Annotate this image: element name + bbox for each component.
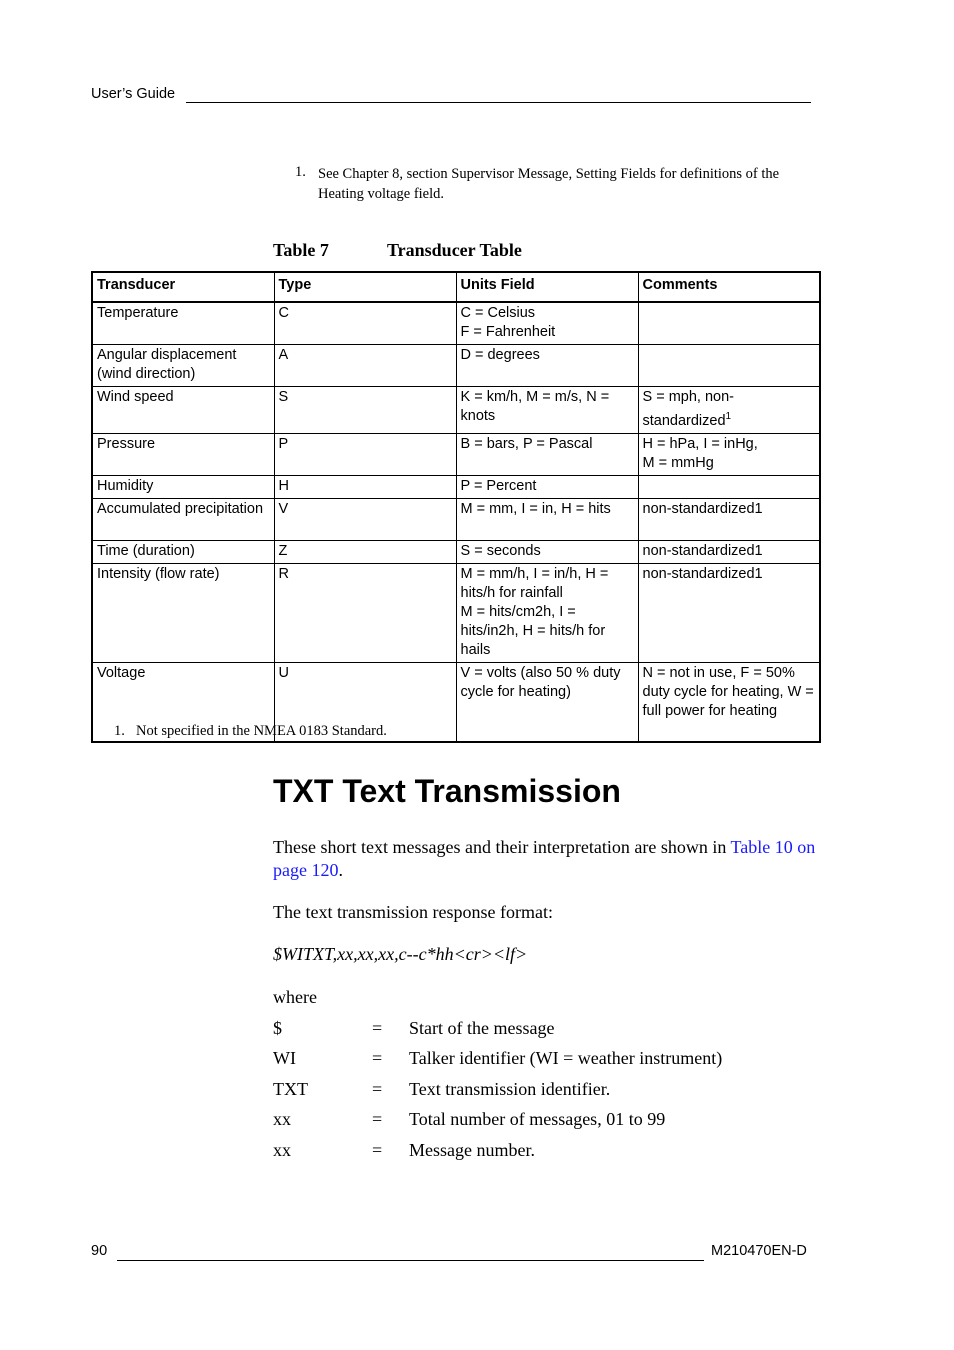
definition-equals: = bbox=[372, 1048, 383, 1068]
intro-end: . bbox=[338, 860, 343, 880]
table-cell: M = mm/h, I = in/h, H = hits/h for rainfall M = hits/cm2h, I = hits/in2h, H = hits/h for hails bbox=[456, 563, 638, 662]
table-cell: K = km/h, M = m/s, N = knots bbox=[456, 387, 638, 434]
table-header-cell: Type bbox=[274, 272, 456, 302]
table-header-cell: Units Field bbox=[456, 272, 638, 302]
table-cell: U bbox=[274, 662, 456, 742]
intro-text: These short text messages and their interpretation are shown in bbox=[273, 837, 731, 857]
table-footnote-text: Not specified in the NMEA 0183 Standard. bbox=[136, 723, 387, 739]
table-cell: S bbox=[274, 387, 456, 434]
table-cell: non-standardized1 bbox=[638, 563, 820, 662]
definition-term: xx bbox=[273, 1140, 291, 1160]
table-row bbox=[92, 498, 820, 540]
table-cell bbox=[638, 345, 820, 387]
table-cell: C bbox=[274, 302, 456, 345]
definition-term: xx bbox=[273, 1109, 291, 1129]
document-code: M210470EN-D bbox=[711, 1243, 807, 1259]
footer-rule bbox=[117, 1260, 704, 1261]
footnote-number: 1. bbox=[295, 164, 306, 180]
where-label: where bbox=[273, 987, 317, 1007]
table-cell: Angular displacement (wind direction) bbox=[92, 345, 274, 387]
table-cell: V bbox=[274, 498, 456, 540]
definition-equals: = bbox=[372, 1018, 383, 1038]
comment-text: S = mph, non-standardized bbox=[642, 389, 734, 429]
table-cell bbox=[638, 387, 820, 434]
table-cell bbox=[638, 475, 820, 498]
definition-term: TXT bbox=[273, 1079, 308, 1099]
table-cell: P bbox=[274, 433, 456, 475]
table-row bbox=[92, 345, 820, 387]
table-cell: S = seconds bbox=[456, 540, 638, 563]
definition-equals: = bbox=[372, 1140, 383, 1160]
table-header-cell: Transducer bbox=[92, 272, 274, 302]
page-number: 90 bbox=[91, 1243, 108, 1259]
definition-description: Total number of messages, 01 to 99 bbox=[409, 1109, 666, 1129]
header-rule bbox=[186, 102, 811, 103]
table-row bbox=[92, 475, 820, 498]
footnote-text: See Chapter 8, section Supervisor Message, Setting Fields for definitions of the Heating voltage field. bbox=[318, 166, 780, 202]
table-cell: Pressure bbox=[92, 433, 274, 475]
running-header: User’s Guide bbox=[91, 86, 176, 102]
table-cell: R bbox=[274, 563, 456, 662]
table-caption-title: Transducer Table bbox=[387, 240, 522, 260]
section-heading: TXT Text Transmission bbox=[273, 773, 621, 809]
table-cell bbox=[638, 302, 820, 345]
footnote-ref: 1 bbox=[725, 411, 732, 422]
definition-equals: = bbox=[372, 1079, 383, 1099]
table-10-link[interactable]: Table 10 on page 120 bbox=[273, 837, 816, 880]
table-cell: C = Celsius F = Fahrenheit bbox=[456, 302, 638, 345]
table-cell: V = volts (also 50 % duty cycle for heating) bbox=[456, 662, 638, 742]
definition-description: Talker identifier (WI = weather instrument) bbox=[409, 1048, 723, 1068]
transducer-table bbox=[91, 271, 821, 743]
definition-description: Start of the message bbox=[409, 1018, 555, 1038]
table-row bbox=[92, 387, 820, 434]
definition-term: $ bbox=[273, 1018, 282, 1038]
table-cell: D = degrees bbox=[456, 345, 638, 387]
table-cell: non-standardized1 bbox=[638, 540, 820, 563]
definition-equals: = bbox=[372, 1109, 383, 1129]
table-footnote-number: 1. bbox=[114, 723, 125, 739]
table-cell: N = not in use, F = 50% duty cycle for heating, W = full power for heating bbox=[638, 662, 820, 742]
table-cell: Humidity bbox=[92, 475, 274, 498]
table-cell: A bbox=[274, 345, 456, 387]
table-cell: Temperature bbox=[92, 302, 274, 345]
format-string: $WITXT,xx,xx,xx,c--c*hh<cr><lf> bbox=[273, 944, 528, 964]
table-cell: H bbox=[274, 475, 456, 498]
table-cell: Time (duration) bbox=[92, 540, 274, 563]
table-cell: Wind speed bbox=[92, 387, 274, 434]
table-cell: H = hPa, I = inHg, M = mmHg bbox=[638, 433, 820, 475]
definition-description: Message number. bbox=[409, 1140, 535, 1160]
definition-term: WI bbox=[273, 1048, 296, 1068]
table-cell: P = Percent bbox=[456, 475, 638, 498]
table-row bbox=[92, 563, 820, 662]
table-row bbox=[92, 433, 820, 475]
table-cell: B = bars, P = Pascal bbox=[456, 433, 638, 475]
table-cell: M = mm, I = in, H = hits bbox=[456, 498, 638, 540]
table-row bbox=[92, 302, 820, 345]
table-cell: non-standardized1 bbox=[638, 498, 820, 540]
table-header-cell: Comments bbox=[638, 272, 820, 302]
table-cell: Voltage bbox=[92, 662, 274, 742]
table-cell: Accumulated precipitation bbox=[92, 498, 274, 540]
format-label: The text transmission response format: bbox=[273, 902, 553, 922]
intro-paragraph bbox=[273, 836, 823, 882]
table-cell: Z bbox=[274, 540, 456, 563]
table-header-row bbox=[92, 272, 820, 302]
table-row bbox=[92, 540, 820, 563]
table-caption-label: Table 7 bbox=[273, 240, 329, 260]
definition-description: Text transmission identifier. bbox=[409, 1079, 611, 1099]
table-cell: Intensity (flow rate) bbox=[92, 563, 274, 662]
